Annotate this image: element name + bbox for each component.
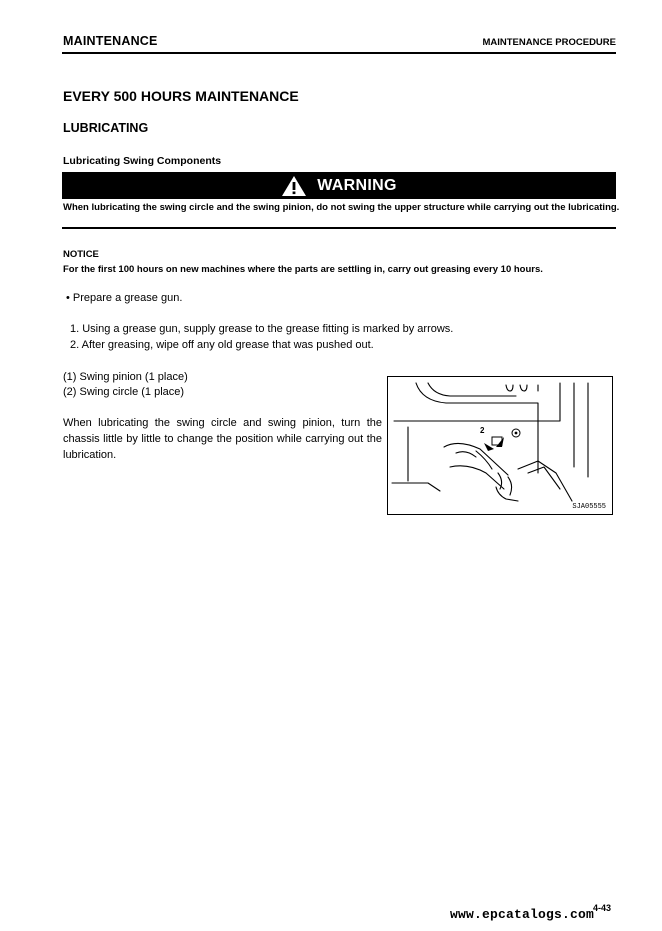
header-section-title: MAINTENANCE <box>63 34 158 48</box>
step-1: 1. Using a grease gun, supply grease to the grease fitting is marked by arrows. <box>70 323 454 335</box>
warning-divider <box>62 227 616 229</box>
swing-components-figure <box>387 376 613 515</box>
swing-pinion-illustration <box>388 377 612 514</box>
header-divider <box>62 52 616 54</box>
page-number: 4-43 <box>593 903 612 913</box>
warning-label: WARNING <box>317 176 397 194</box>
page-title: EVERY 500 HOURS MAINTENANCE <box>63 88 299 104</box>
item-swing-pinion: (1) Swing pinion (1 place) <box>63 371 188 383</box>
bullet-item: • Prepare a grease gun. <box>66 292 183 304</box>
instruction-paragraph: When lubricating the swing circle and swing pinion, turn the chassis little by little to change the position while carrying out the lubrication. <box>63 417 382 461</box>
header-chapter-title: MAINTENANCE PROCEDURE <box>482 37 616 48</box>
warning-text: When lubricating the swing circle and the swing pinion, do not swing the upper structure while carrying out the lubricating. <box>63 202 620 213</box>
watermark-text: www.epcatalogs.com <box>450 907 595 922</box>
notice-label: NOTICE <box>63 249 99 260</box>
step-2: 2. After greasing, wipe off any old grease that was pushed out. <box>70 339 374 351</box>
notice-text: For the first 100 hours on new machines where the parts are settling in, carry out greasing every 10 hours. <box>63 264 543 275</box>
warning-triangle-icon <box>281 175 307 197</box>
figure-callout-2: 2 <box>480 426 485 435</box>
section-subtitle: LUBRICATING <box>63 121 149 135</box>
warning-banner <box>62 172 616 199</box>
item-swing-circle: (2) Swing circle (1 place) <box>63 386 185 398</box>
subsection-title: Lubricating Swing Components <box>63 155 222 167</box>
figure-code: SJA05555 <box>572 503 606 511</box>
